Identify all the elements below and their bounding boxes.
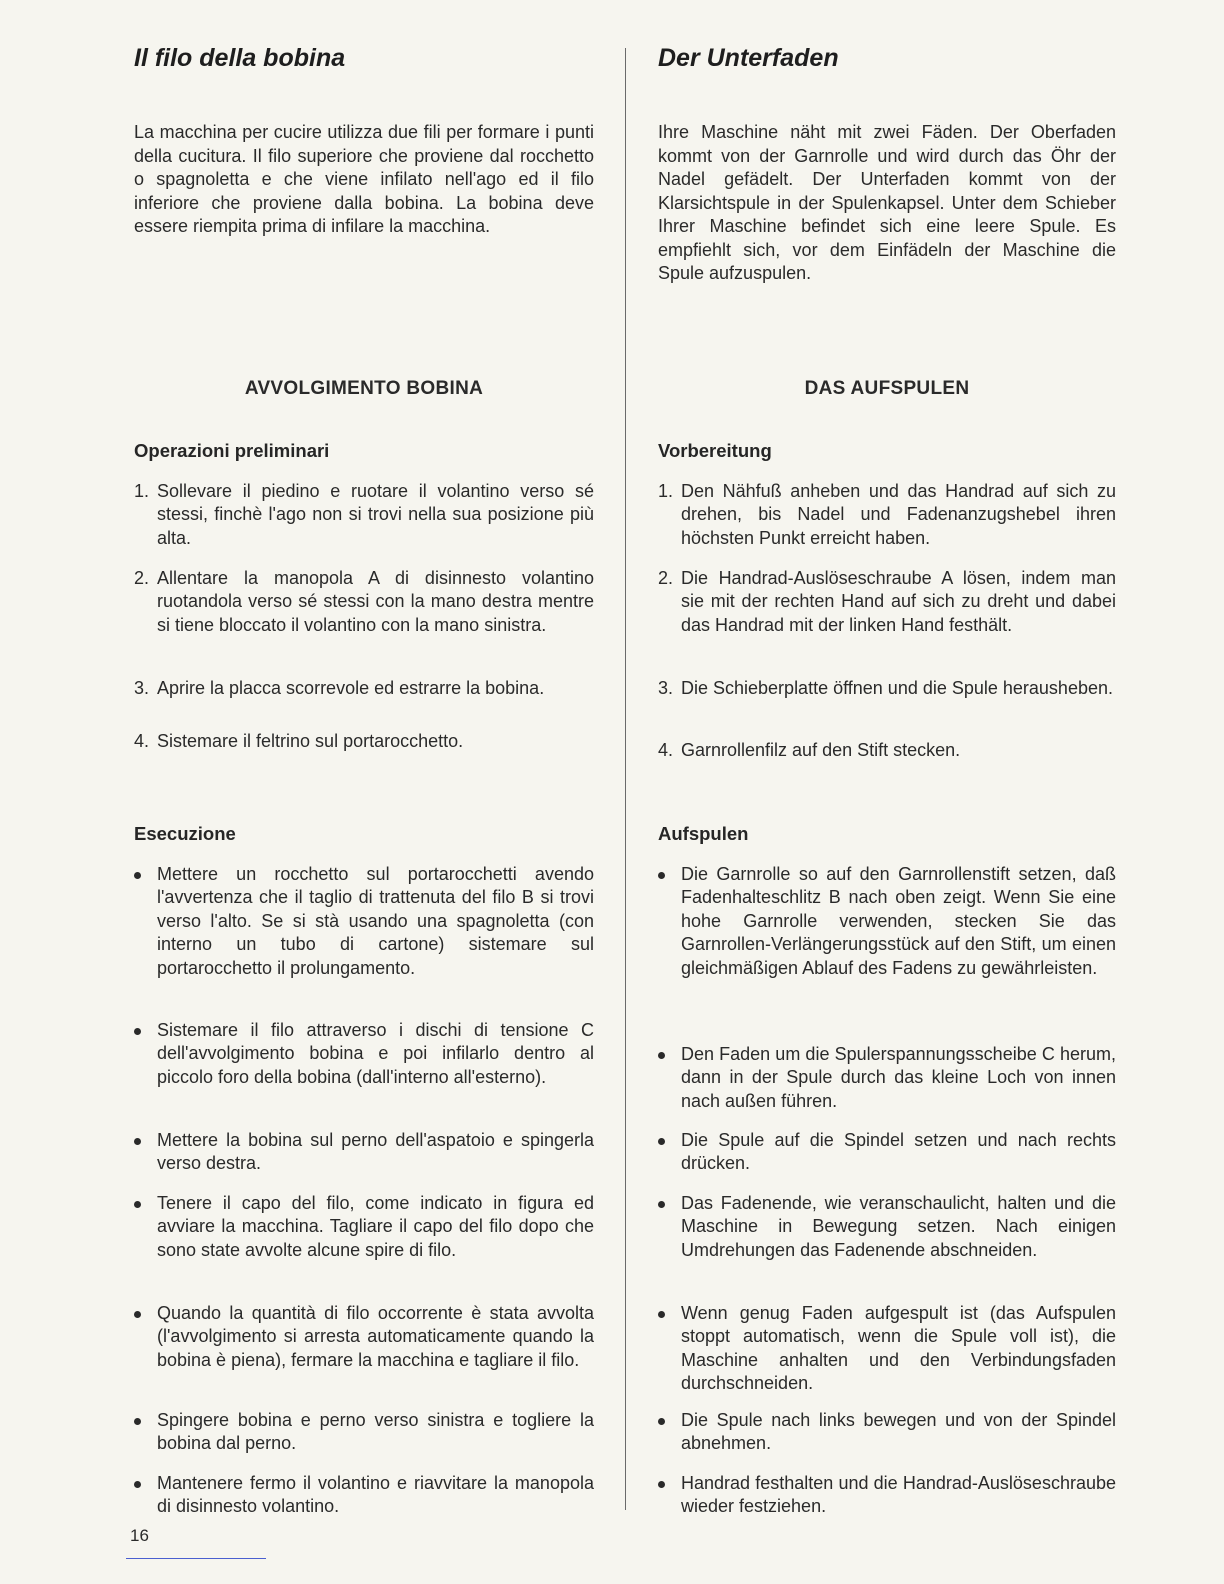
bullet-text: Die Garnrolle so auf den Garnrollenstift setzen, daß Fadenhalteschlitz B nach oben zeigt. Wenn Sie eine hohe Garnrolle verwenden, stecken Sie das Garnrollen-Verlängerungsstück auf den Stift, um einen gleichmäßigen Ablauf des Fadens zu gewährleisten. (681, 864, 1116, 978)
page-number: 16 (130, 1526, 149, 1545)
german-bullet-1 (658, 863, 1116, 980)
footer-rule (126, 1558, 266, 1559)
step-number: 4. (134, 731, 150, 751)
bullet-dot (134, 1028, 141, 1035)
step-text: Die Handrad-Auslöseschraube A lösen, indem man sie mit der rechten Hand auf sich zu dreht und dabei das Handrad mit der linken Hand festhält. (681, 568, 1116, 635)
italian-step-1 (134, 480, 594, 550)
bullet-dot (658, 1138, 665, 1145)
bullet-text: Den Faden um die Spulerspannungsscheibe C herum, dann in der Spule durch das kleine Loch von innen nach außen führen. (681, 1044, 1116, 1111)
italian-intro: La macchina per cucire utilizza due fili per formare i punti della cucitura. Il filo superiore che proviene dal rocchetto o spagnoletta e che viene infilato nell'ago ed il filo inferiore che proviene dalla bobina. La bobina deve essere riempita prima di infilare la macchina. (134, 122, 594, 236)
italian-section-heading: AVVOLGIMENTO BOBINA (244, 378, 484, 399)
bullet-text: Die Spule nach links bewegen und von der Spindel abnehmen. (681, 1410, 1116, 1454)
german-bullet-6 (658, 1409, 1116, 1456)
step-number: 3. (658, 678, 674, 698)
german-bullet-7 (658, 1472, 1116, 1519)
italian-bullet-1 (134, 863, 594, 980)
step-text: Den Nähfuß anheben und das Handrad auf sich zu drehen, bis Nadel und Fadenanzugshebel ihren höchsten Punkt erreicht haben. (681, 481, 1116, 548)
bullet-dot (658, 872, 665, 879)
italian-subheading-execution: Esecuzione (134, 823, 236, 844)
italian-step-4 (134, 730, 594, 753)
german-bullet-3 (658, 1129, 1116, 1176)
german-bullet-2 (658, 1043, 1116, 1113)
german-section-heading: DAS AUFSPULEN (804, 378, 970, 399)
bullet-text: Sistemare il filo attraverso i dischi di tensione C dell'avvolgimento bobina e poi infilarlo dentro al piccolo foro della bobina (dall'interno all'esterno). (157, 1020, 594, 1087)
bullet-dot (134, 872, 141, 879)
bullet-text: Quando la quantità di filo occorrente è stata avvolta (l'avvolgimento si arresta automaticamente quando la bobina è piena), fermare la macchina e tagliare il filo. (157, 1303, 594, 1370)
italian-bullet-5 (134, 1302, 594, 1372)
bullet-dot (134, 1481, 141, 1488)
step-text: Die Schieberplatte öffnen und die Spule herausheben. (681, 678, 1113, 698)
italian-title: Il filo della bobina (134, 44, 346, 72)
bullet-text: Spingere bobina e perno verso sinistra e togliere la bobina dal perno. (157, 1410, 594, 1454)
german-subheading-winding: Aufspulen (658, 823, 749, 844)
step-number: 3. (134, 678, 150, 698)
german-subheading-preparation: Vorbereitung (658, 440, 772, 461)
step-text: Garnrollenfilz auf den Stift stecken. (681, 740, 961, 760)
italian-bullet-4 (134, 1192, 594, 1262)
bullet-text: Handrad festhalten und die Handrad-Auslöseschraube wieder festziehen. (681, 1473, 1116, 1517)
german-bullet-5 (658, 1302, 1116, 1396)
bullet-text: Wenn genug Faden aufgespult ist (das Aufspulen stoppt automatisch, wenn die Spule voll ist), die Maschine anhalten und den Verbindungsfaden durchschneiden. (681, 1303, 1116, 1394)
bullet-dot (658, 1201, 665, 1208)
bullet-dot (658, 1418, 665, 1425)
bullet-dot (658, 1052, 665, 1059)
bullet-text: Mettere la bobina sul perno dell'aspatoio e spingerla verso destra. (157, 1130, 594, 1174)
bullet-dot (658, 1311, 665, 1318)
italian-step-2 (134, 567, 594, 637)
step-number: 1. (658, 481, 674, 501)
italian-subheading-preliminary: Operazioni preliminari (134, 440, 330, 461)
bullet-dot (134, 1418, 141, 1425)
german-intro: Ihre Maschine näht mit zwei Fäden. Der Oberfaden kommt von der Garnrolle und wird durch das Öhr der Nadel gefädelt. Der Unterfaden kommt von der Klarsichtspule in der Spulenkapsel. Unter dem Schieber Ihrer Maschine befindet sich eine leere Spule. Es empfiehlt sich, vor dem Einfädeln der Maschine die Spule aufzuspulen. (658, 122, 1116, 283)
step-text: Allentare la manopola A di disinnesto volantino ruotandola verso sé stessi con la mano destra mentre si tiene bloccato il volantino con la mano sinistra. (157, 568, 594, 635)
german-bullet-4 (658, 1192, 1116, 1262)
german-title: Der Unterfaden (658, 44, 839, 72)
step-text: Sollevare il piedino e ruotare il volantino verso sé stessi, finchè l'ago non si trovi nella sua posizione più alta. (157, 481, 594, 548)
bullet-text: Mettere un rocchetto sul portarocchetti avendo l'avvertenza che il taglio di trattenuta del filo B si trovi verso l'alto. Se si stà usando una spagnoletta (con interno un tubo di cartone) sistemare sul portarocchetto il prolungamento. (157, 864, 594, 978)
german-step-4 (658, 739, 1116, 762)
step-text: Sistemare il feltrino sul portarocchetto. (157, 731, 464, 751)
bullet-text: Die Spule auf die Spindel setzen und nach rechts drücken. (681, 1130, 1116, 1174)
step-number: 4. (658, 740, 674, 760)
italian-bullet-2 (134, 1019, 594, 1089)
italian-bullet-7 (134, 1472, 594, 1519)
german-step-3 (658, 677, 1116, 700)
german-step-2 (658, 567, 1116, 637)
bullet-dot (658, 1481, 665, 1488)
bullet-dot (134, 1201, 141, 1208)
german-step-1 (658, 480, 1116, 550)
column-divider (625, 48, 626, 1510)
italian-bullet-6 (134, 1409, 594, 1456)
step-number: 2. (658, 568, 674, 588)
bullet-dot (134, 1311, 141, 1318)
bullet-text: Das Fadenende, wie veranschaulicht, halten und die Maschine in Bewegung setzen. Nach einigen Umdrehungen das Fadenende abschneiden. (681, 1193, 1116, 1260)
step-number: 1. (134, 481, 150, 501)
italian-step-3 (134, 677, 594, 700)
step-number: 2. (134, 568, 150, 588)
bullet-text: Tenere il capo del filo, come indicato in figura ed avviare la macchina. Tagliare il capo del filo dopo che sono state avvolte alcune spire di filo. (157, 1193, 594, 1260)
bullet-dot (134, 1138, 141, 1145)
bullet-text: Mantenere fermo il volantino e riavvitare la manopola di disinnesto volantino. (157, 1473, 594, 1517)
step-text: Aprire la placca scorrevole ed estrarre la bobina. (157, 678, 545, 698)
italian-bullet-3 (134, 1129, 594, 1176)
